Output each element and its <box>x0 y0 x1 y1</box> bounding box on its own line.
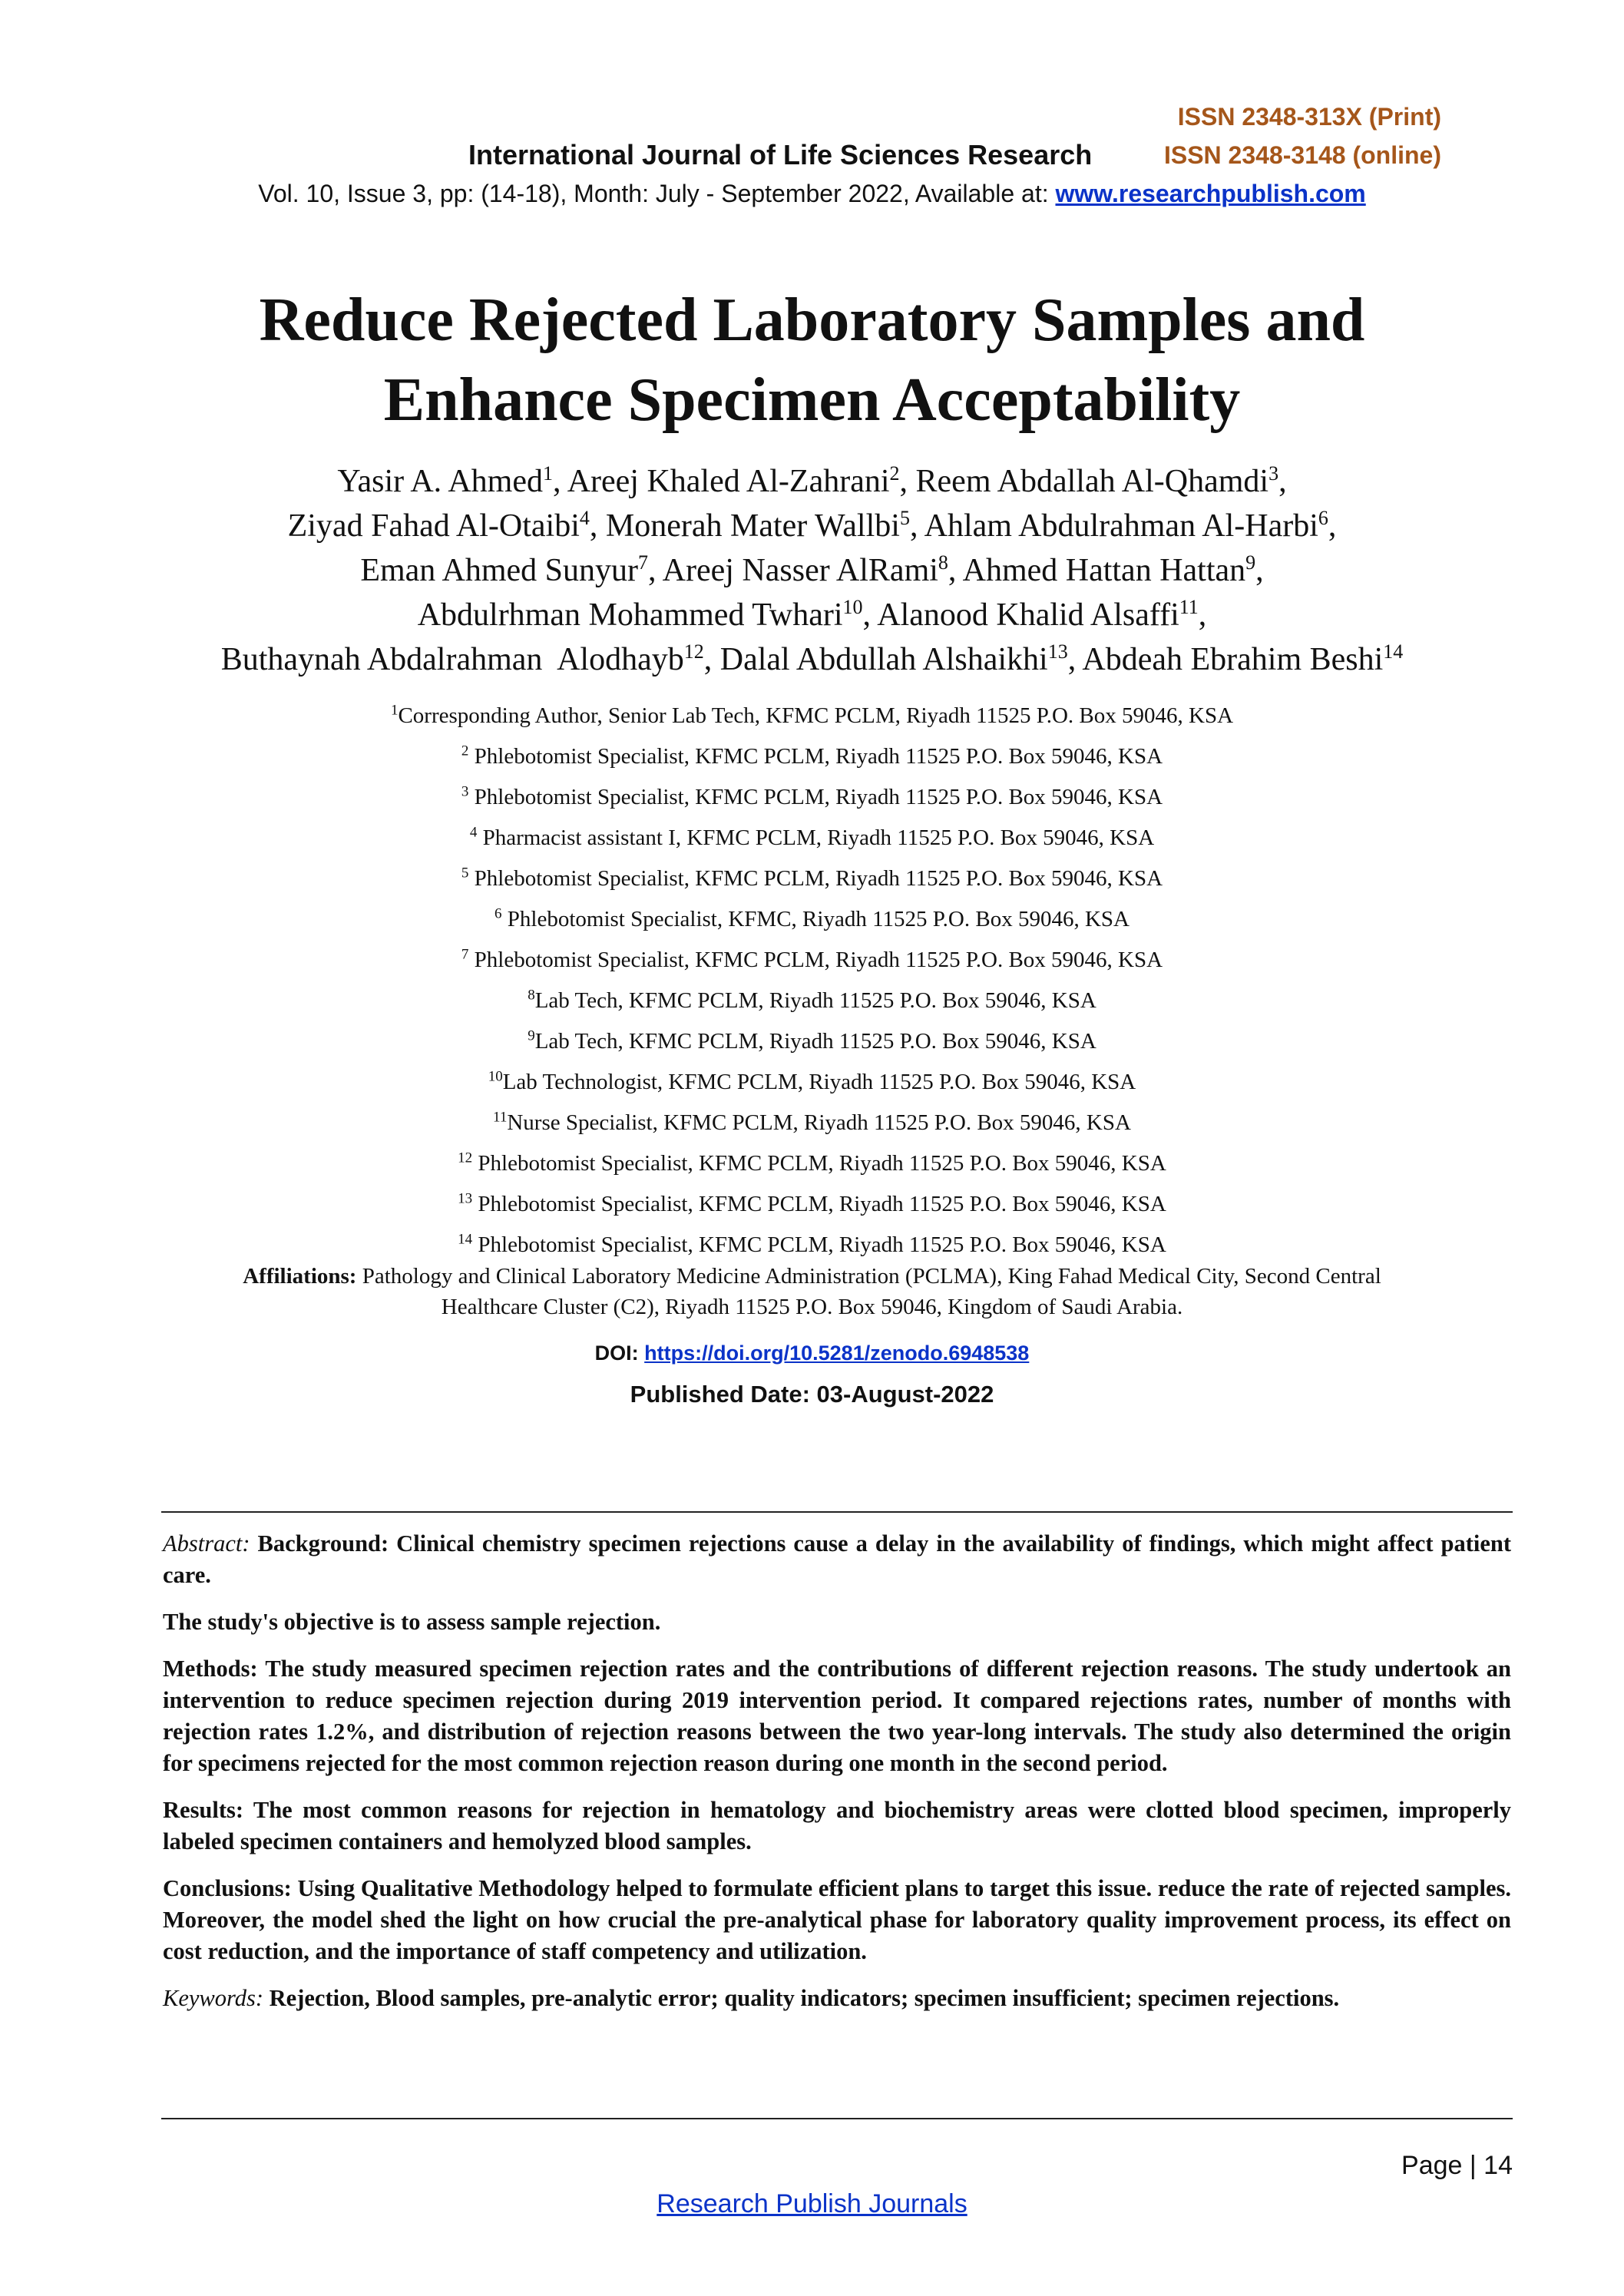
author-sup: 5 <box>899 507 910 529</box>
author-name: Alanood Khalid Alsaffi <box>877 597 1179 633</box>
published-date: Published Date: 03-August-2022 <box>630 1381 994 1408</box>
affiliation-text: Nurse Specialist, KFMC PCLM, Riyadh 11525 P.O. Box 59046, KSA <box>507 1110 1131 1135</box>
abstract-bottom-rule <box>161 2118 1513 2119</box>
affiliation-sup: 8 <box>528 987 535 1004</box>
affiliation-item <box>0 1225 1624 1265</box>
author-line-3: Eman Ahmed Sunyur$^7$, Areej Nasser AlRami$^8$, Ahmed Hattan Hattan$^9$, <box>360 551 1264 588</box>
keywords-label: Keywords: <box>163 1985 264 2011</box>
affiliation-text: Phlebotomist Specialist, KFMC PCLM, Riyadh 11525 P.O. Box 59046, KSA <box>472 1151 1166 1176</box>
keywords-text: Rejection, Blood samples, pre-analytic error; quality indicators; specimen insufficient; specimen rejections. <box>263 1985 1340 2011</box>
affiliation-item <box>0 1103 1624 1143</box>
abstract-top-rule <box>161 1511 1513 1513</box>
publisher-link[interactable]: Research Publish Journals <box>657 2189 967 2218</box>
affiliation-item <box>0 696 1624 736</box>
author-line-2: Ziyad Fahad Al-Otaibi$^4$, Monerah Mater Wallbi$^5$, Ahlam Abdulrahman Al-Harbi$^6$, <box>287 507 1337 544</box>
affiliation-item <box>0 736 1624 777</box>
affiliation-text: Phlebotomist Specialist, KFMC PCLM, Riyadh 11525 P.O. Box 59046, KSA <box>468 948 1163 972</box>
affiliations-label: Affiliations: <box>243 1264 357 1289</box>
author-sup: 3 <box>1268 462 1279 485</box>
author-line-4: Abdulrhman Mohammed Twhari$^{10}$, Alanood Khalid Alsaffi$^{11}$, <box>417 596 1207 633</box>
volume-info: Vol. 10, Issue 3, pp: (14-18), Month: July - September 2022, Available at: <box>258 180 1056 207</box>
author-name: Reem Abdallah Al-Qhamdi <box>915 464 1269 499</box>
author-sup: 7 <box>637 551 648 574</box>
affiliation-sup: 4 <box>469 824 478 841</box>
affiliation-item <box>0 1184 1624 1225</box>
affiliation-sup: 12 <box>458 1150 473 1166</box>
journal-name: International Journal of Life Sciences Research <box>468 139 1093 170</box>
affiliations-text-1: Pathology and Clinical Laboratory Medicine Administration (PCLMA), King Fahad Medical City, Second Central <box>356 1264 1381 1289</box>
affiliation-sup: 6 <box>494 905 502 922</box>
page-number: Page | 14 <box>1401 2151 1513 2180</box>
abstract-conclusions: Conclusions: Using Qualitative Methodology helped to formulate efficient plans to target this issue. reduce the rate of rejected samples. Moreover, the model shed the light on how crucial the pre-analytical phase for laboratory quality improvement process, its effect on cost reduction, and the importance of staff competency and utilization. <box>163 1875 1511 1964</box>
affiliation-sup: 5 <box>461 865 469 882</box>
affiliation-sup: 14 <box>458 1231 473 1248</box>
author-sup: 9 <box>1245 551 1256 574</box>
author-name: Areej Nasser AlRami <box>662 553 938 588</box>
affiliations-line-2: Healthcare Cluster (C2), Riyadh 11525 P.O. Box 59046, Kingdom of Saudi Arabia. <box>441 1295 1183 1319</box>
affiliation-sup: 9 <box>528 1027 535 1044</box>
author-name: Abdeah Ebrahim Beshi <box>1082 642 1384 677</box>
affiliation-text: Lab Technologist, KFMC PCLM, Riyadh 11525 P.O. Box 59046, KSA <box>502 1070 1136 1094</box>
doi-label: DOI: <box>594 1342 645 1365</box>
author-name: Ahmed Hattan Hattan <box>962 553 1246 588</box>
issn-online: ISSN 2348-3148 (online) <box>1163 141 1441 169</box>
affiliation-item <box>0 1143 1624 1184</box>
abstract-methods: Methods: The study measured specimen rejection rates and the contributions of different rejection reasons. The study undertook an intervention to reduce specimen rejection during 2019 intervention period. It compared rejections rates, number of months with rejection rates 1.2%, and distribution of rejection reasons between the two year-long intervals. The study also determined the origin for specimens rejected for the most common rejection reason during one month in the second period. <box>163 1656 1511 1776</box>
abstract-results: Results: The most common reasons for rejection in hematology and biochemistry areas were clotted blood specimen, improperly labeled specimen containers and hemolyzed blood samples. <box>163 1797 1511 1854</box>
author-sup: 14 <box>1383 640 1404 663</box>
author-name: Yasir A. Ahmed <box>337 464 543 499</box>
affiliation-text: Pharmacist assistant I, KFMC PCLM, Riyadh 11525 P.O. Box 59046, KSA <box>477 825 1155 850</box>
author-name: Areej Khaled Al-Zahrani <box>567 464 890 499</box>
issn-print: ISSN 2348-313X (Print) <box>1177 103 1441 131</box>
paper-title <box>0 280 1624 440</box>
author-line-1: Yasir A. Ahmed$^1$, Areej Khaled Al-Zahrani$^2$, Reem Abdallah Al-Qhamdi$^3$, <box>337 462 1287 499</box>
affiliation-sup: 3 <box>461 783 469 800</box>
affiliation-item <box>0 981 1624 1021</box>
affiliation-text: Phlebotomist Specialist, KFMC, Riyadh 11525 P.O. Box 59046, KSA <box>501 907 1130 931</box>
footer <box>0 2185 1624 2222</box>
abstract-label: Abstract: <box>163 1530 250 1557</box>
author-sup: 6 <box>1318 507 1328 529</box>
affiliation-item <box>0 777 1624 818</box>
abstract-objective: The study's objective is to assess sample rejection. <box>163 1609 661 1635</box>
affiliation-item <box>0 1021 1624 1062</box>
affiliation-text: Lab Tech, KFMC PCLM, Riyadh 11525 P.O. Box 59046, KSA <box>534 988 1096 1013</box>
abstract-keywords <box>163 1983 1511 2014</box>
affiliation-sup: 10 <box>488 1068 503 1085</box>
author-name: Dalal Abdullah Alshaikhi <box>719 642 1048 677</box>
affiliation-item <box>0 859 1624 899</box>
affiliation-text: Phlebotomist Specialist, KFMC PCLM, Riyadh 11525 P.O. Box 59046, KSA <box>468 866 1163 891</box>
affiliation-sup: 11 <box>493 1109 508 1126</box>
affiliation-text: Phlebotomist Specialist, KFMC PCLM, Riyadh 11525 P.O. Box 59046, KSA <box>468 785 1163 809</box>
website-link[interactable]: www.researchpublish.com <box>1055 180 1366 207</box>
doi-link[interactable]: https://doi.org/10.5281/zenodo.6948538 <box>644 1342 1030 1365</box>
author-sup: 13 <box>1047 640 1068 663</box>
affiliation-text: Phlebotomist Specialist, KFMC PCLM, Riyadh 11525 P.O. Box 59046, KSA <box>472 1192 1166 1216</box>
author-sup: 8 <box>938 551 948 574</box>
doi-line <box>0 1338 1624 1368</box>
author-name: Ziyad Fahad Al-Otaibi <box>287 508 580 544</box>
abstract-background-text: Background: Clinical chemistry specimen rejections cause a delay in the availability of findings, which might affect patient care. <box>163 1530 1511 1588</box>
affiliation-text: Phlebotomist Specialist, KFMC PCLM, Riyadh 11525 P.O. Box 59046, KSA <box>468 744 1163 769</box>
author-name: Monerah Mater Wallbi <box>605 508 900 544</box>
affiliation-item <box>0 899 1624 940</box>
author-sup: 2 <box>889 462 900 485</box>
author-sup: 11 <box>1179 596 1199 618</box>
affiliation-sup: 1 <box>390 702 399 719</box>
abstract-block <box>163 1528 1511 2030</box>
affiliation-sup: 13 <box>458 1190 473 1207</box>
author-name: Abdulrhman Mohammed Twhari <box>417 597 843 633</box>
affiliation-text: Corresponding Author, Senior Lab Tech, KFMC PCLM, Riyadh 11525 P.O. Box 59046, KSA <box>398 703 1234 728</box>
affiliation-item <box>0 818 1624 859</box>
author-name: Buthaynah Abdalrahman Alodhayb <box>220 642 684 677</box>
affiliations-line-1 <box>0 1261 1624 1292</box>
affiliation-sup: 7 <box>461 946 469 963</box>
affiliation-sup: 2 <box>461 743 469 759</box>
author-line-5: Buthaynah Abdalrahman Alodhayb$^{12}$, Dalal Abdullah Alshaikhi$^{13}$, Abdeah Ebrahim Beshi$^{14}$ <box>220 640 1404 677</box>
affiliation-text: Lab Tech, KFMC PCLM, Riyadh 11525 P.O. Box 59046, KSA <box>534 1029 1096 1054</box>
affiliation-list <box>0 696 1624 1265</box>
affiliation-item <box>0 1062 1624 1103</box>
author-name: Eman Ahmed Sunyur <box>360 553 638 588</box>
volume-info-line <box>0 175 1624 212</box>
title-line-2: Enhance Specimen Acceptability <box>383 366 1241 434</box>
author-name: Ahlam Abdulrahman Al-Harbi <box>924 508 1318 544</box>
affiliations-statement <box>0 1261 1624 1322</box>
title-line-1: Reduce Rejected Laboratory Samples and <box>259 286 1365 354</box>
author-list <box>0 459 1624 682</box>
author-sup: 12 <box>683 640 704 663</box>
affiliation-item <box>0 940 1624 981</box>
abstract-background <box>163 1528 1511 1591</box>
affiliation-text: Phlebotomist Specialist, KFMC PCLM, Riyadh 11525 P.O. Box 59046, KSA <box>472 1232 1166 1257</box>
author-sup: 1 <box>543 462 553 485</box>
author-sup: 4 <box>579 507 590 529</box>
author-sup: 10 <box>842 596 863 618</box>
